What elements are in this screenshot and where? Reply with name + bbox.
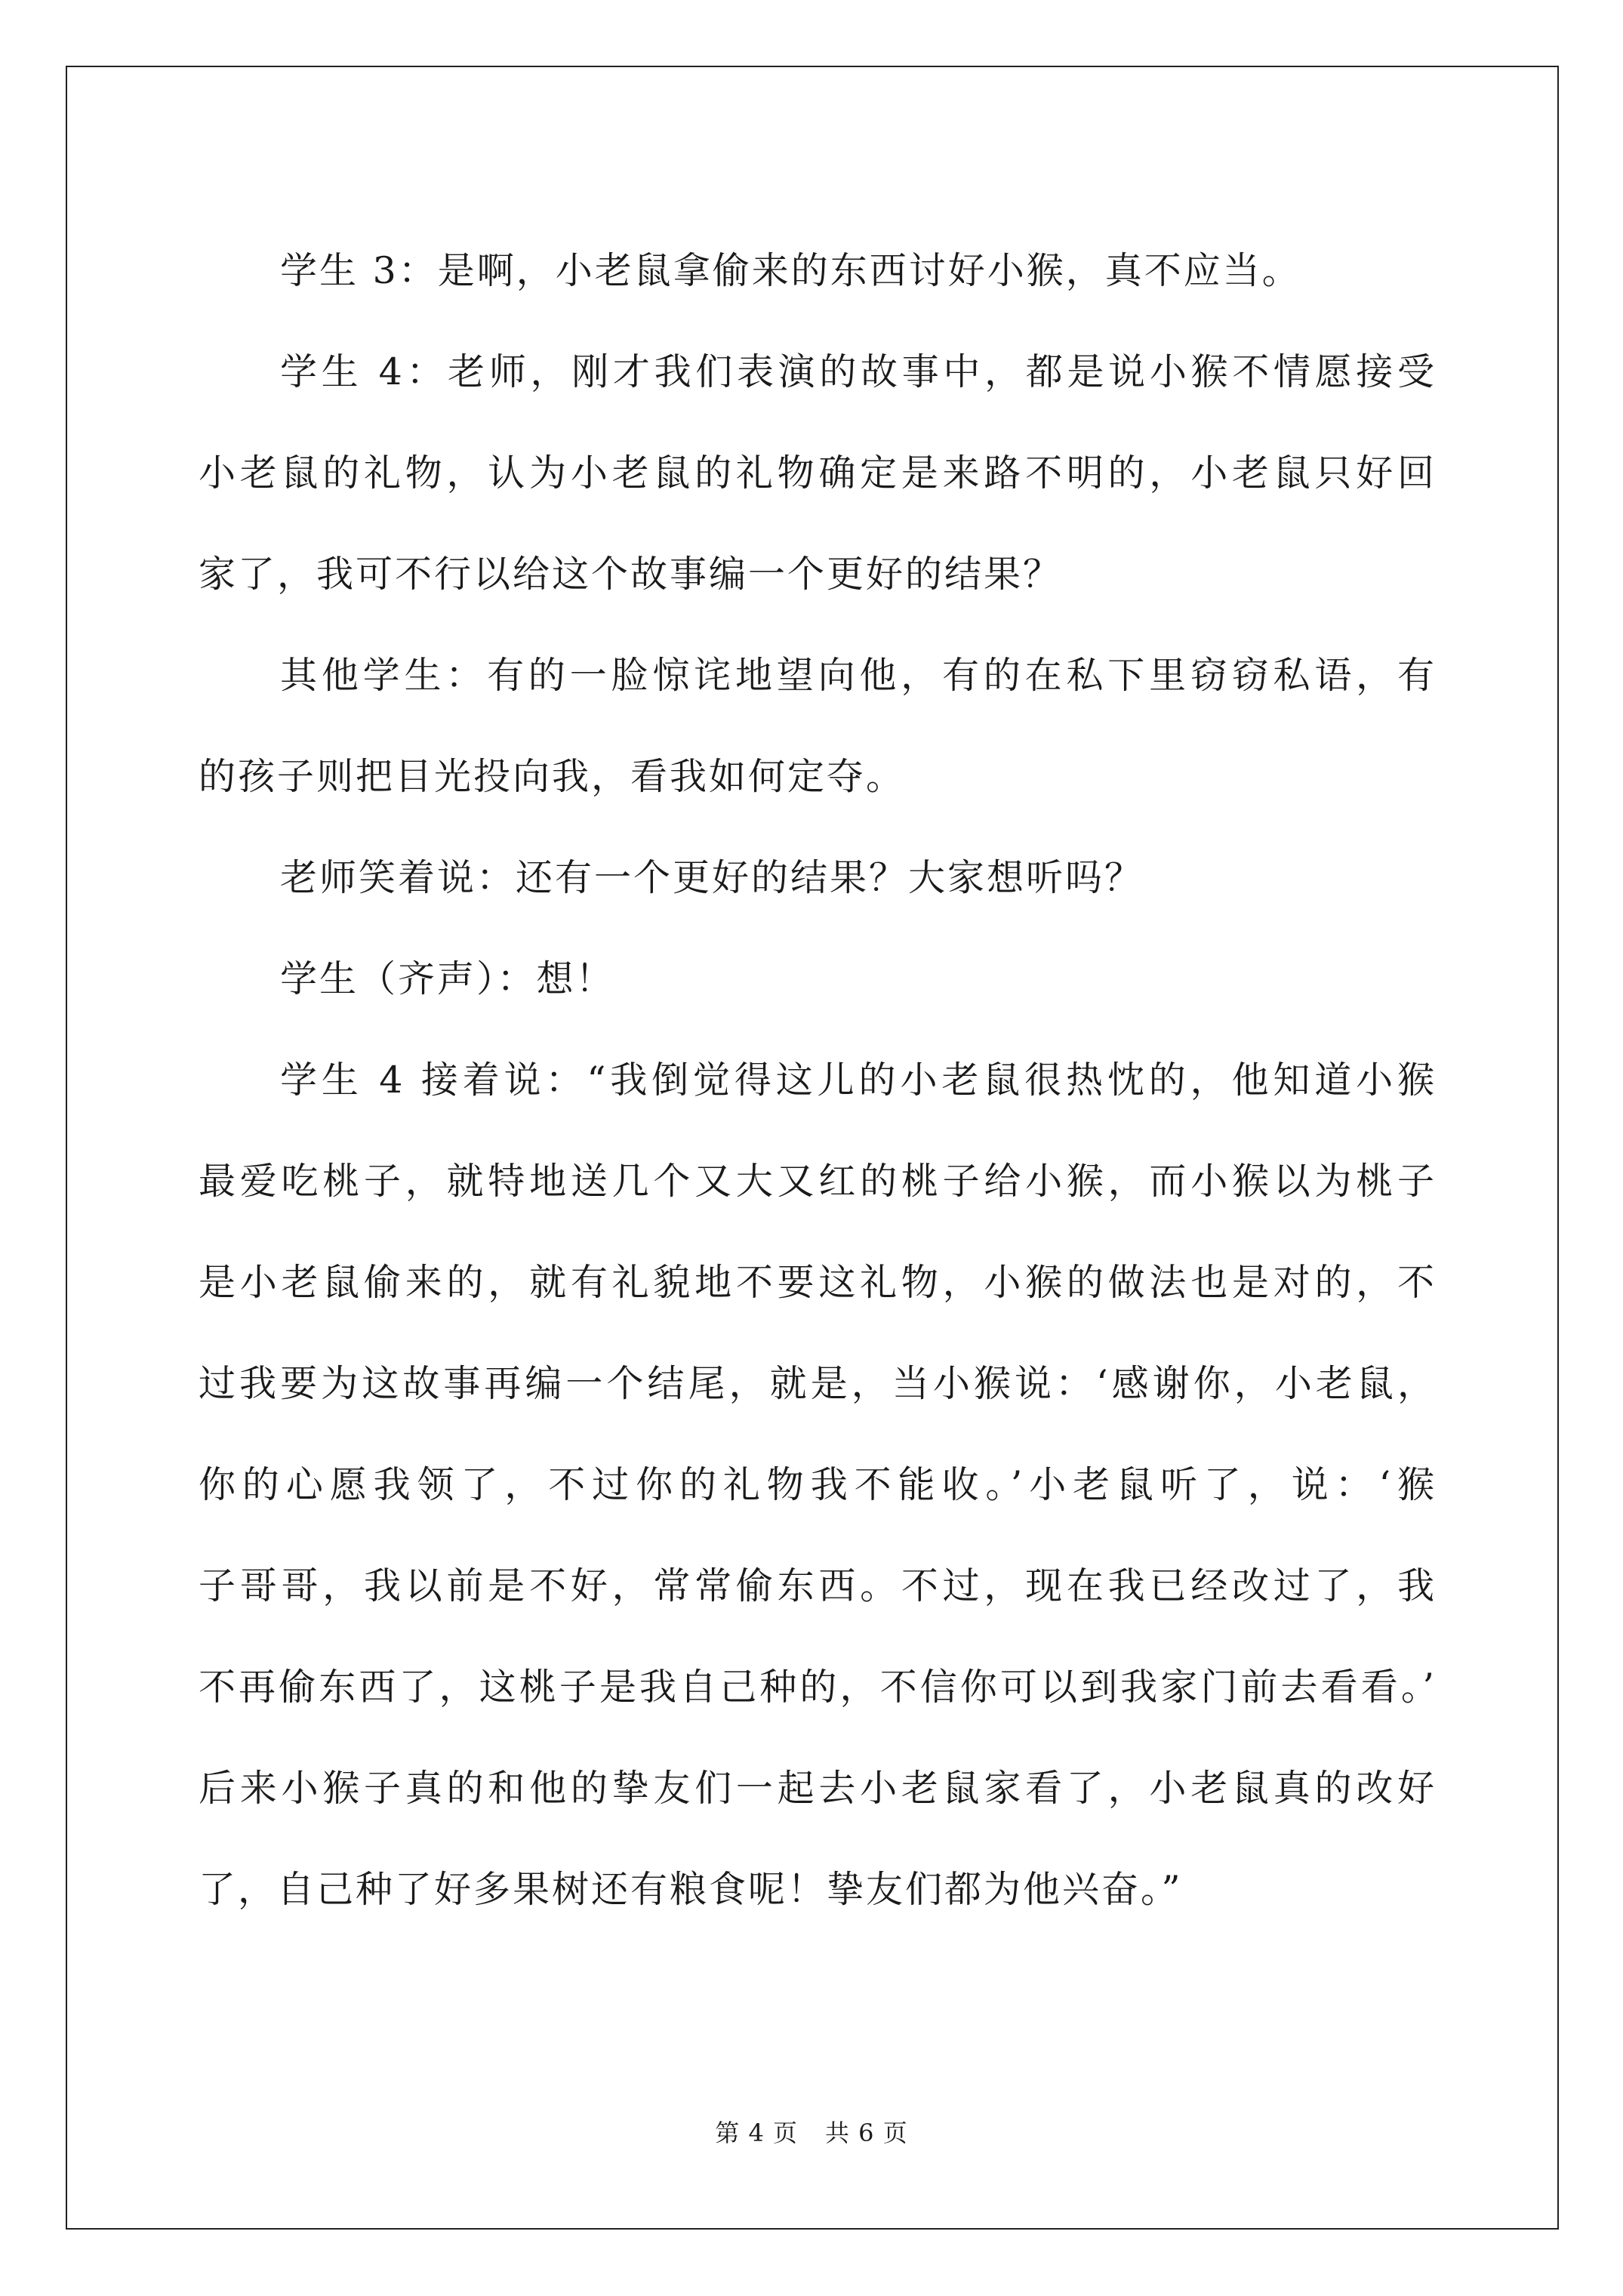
text-line: 其他学生：有的一脸惊诧地望向他，有的在私下里窃窃私语，有 <box>280 654 1437 697</box>
paragraph <box>199 322 1437 625</box>
paragraph <box>199 625 1437 827</box>
page-footer <box>0 2114 1623 2149</box>
text-line: 子哥哥，我以前是不好，常常偷东西。不过，现在我已经改过了，我 <box>199 1564 1437 1607</box>
text-line: 的孩子则把目光投向我，看我如何定夺。 <box>199 755 906 798</box>
document-body <box>199 220 1437 1940</box>
paragraph <box>199 929 1437 1030</box>
text-line: 小老鼠的礼物，认为小老鼠的礼物确定是来路不明的，小老鼠只好回 <box>199 451 1437 495</box>
text-line: 最爱吃桃子，就特地送几个又大又红的桃子给小猴，而小猴以为桃子 <box>199 1160 1437 1203</box>
paragraph <box>199 1030 1437 1940</box>
text-line: 学生 4 接着说：“我倒觉得这儿的小老鼠很热忱的，他知道小猴 <box>280 1059 1437 1102</box>
text-line: 学生（齐声）：想！ <box>280 957 615 1000</box>
text-line: 后来小猴子真的和他的挚友们一起去小老鼠家看了，小老鼠真的改好 <box>199 1767 1437 1810</box>
text-line: 不再偷东西了，这桃子是我自己种的，不信你可以到我家门前去看看。’ <box>199 1666 1437 1709</box>
paragraph <box>199 220 1437 322</box>
text-line: 过我要为这故事再编一个结尾，就是，当小猴说：‘感谢你，小老鼠， <box>199 1362 1437 1405</box>
text-line: 了，自己种了好多果树还有粮食呢！挚友们都为他兴奋。” <box>199 1868 1183 1911</box>
text-line: 家了，我可不行以给这个故事编一个更好的结果？ <box>199 553 1063 596</box>
text-line: 学生 4：老师，刚才我们表演的故事中，都是说小猴不情愿接受 <box>280 350 1437 393</box>
text-line: 学生 3：是啊，小老鼠拿偷来的东西讨好小猴，真不应当。 <box>280 249 1301 292</box>
page-total: 共 6 页 <box>825 2119 908 2147</box>
text-line: 你的心愿我领了，不过你的礼物我不能收。’小老鼠听了，说：‘猴 <box>199 1463 1437 1506</box>
paragraph <box>199 827 1437 929</box>
page-number: 第 4 页 <box>715 2119 798 2147</box>
text-line: 是小老鼠偷来的，就有礼貌地不要这礼物，小猴的做法也是对的，不 <box>199 1261 1437 1304</box>
text-line: 老师笑着说：还有一个更好的结果？大家想听吗？ <box>280 856 1144 899</box>
